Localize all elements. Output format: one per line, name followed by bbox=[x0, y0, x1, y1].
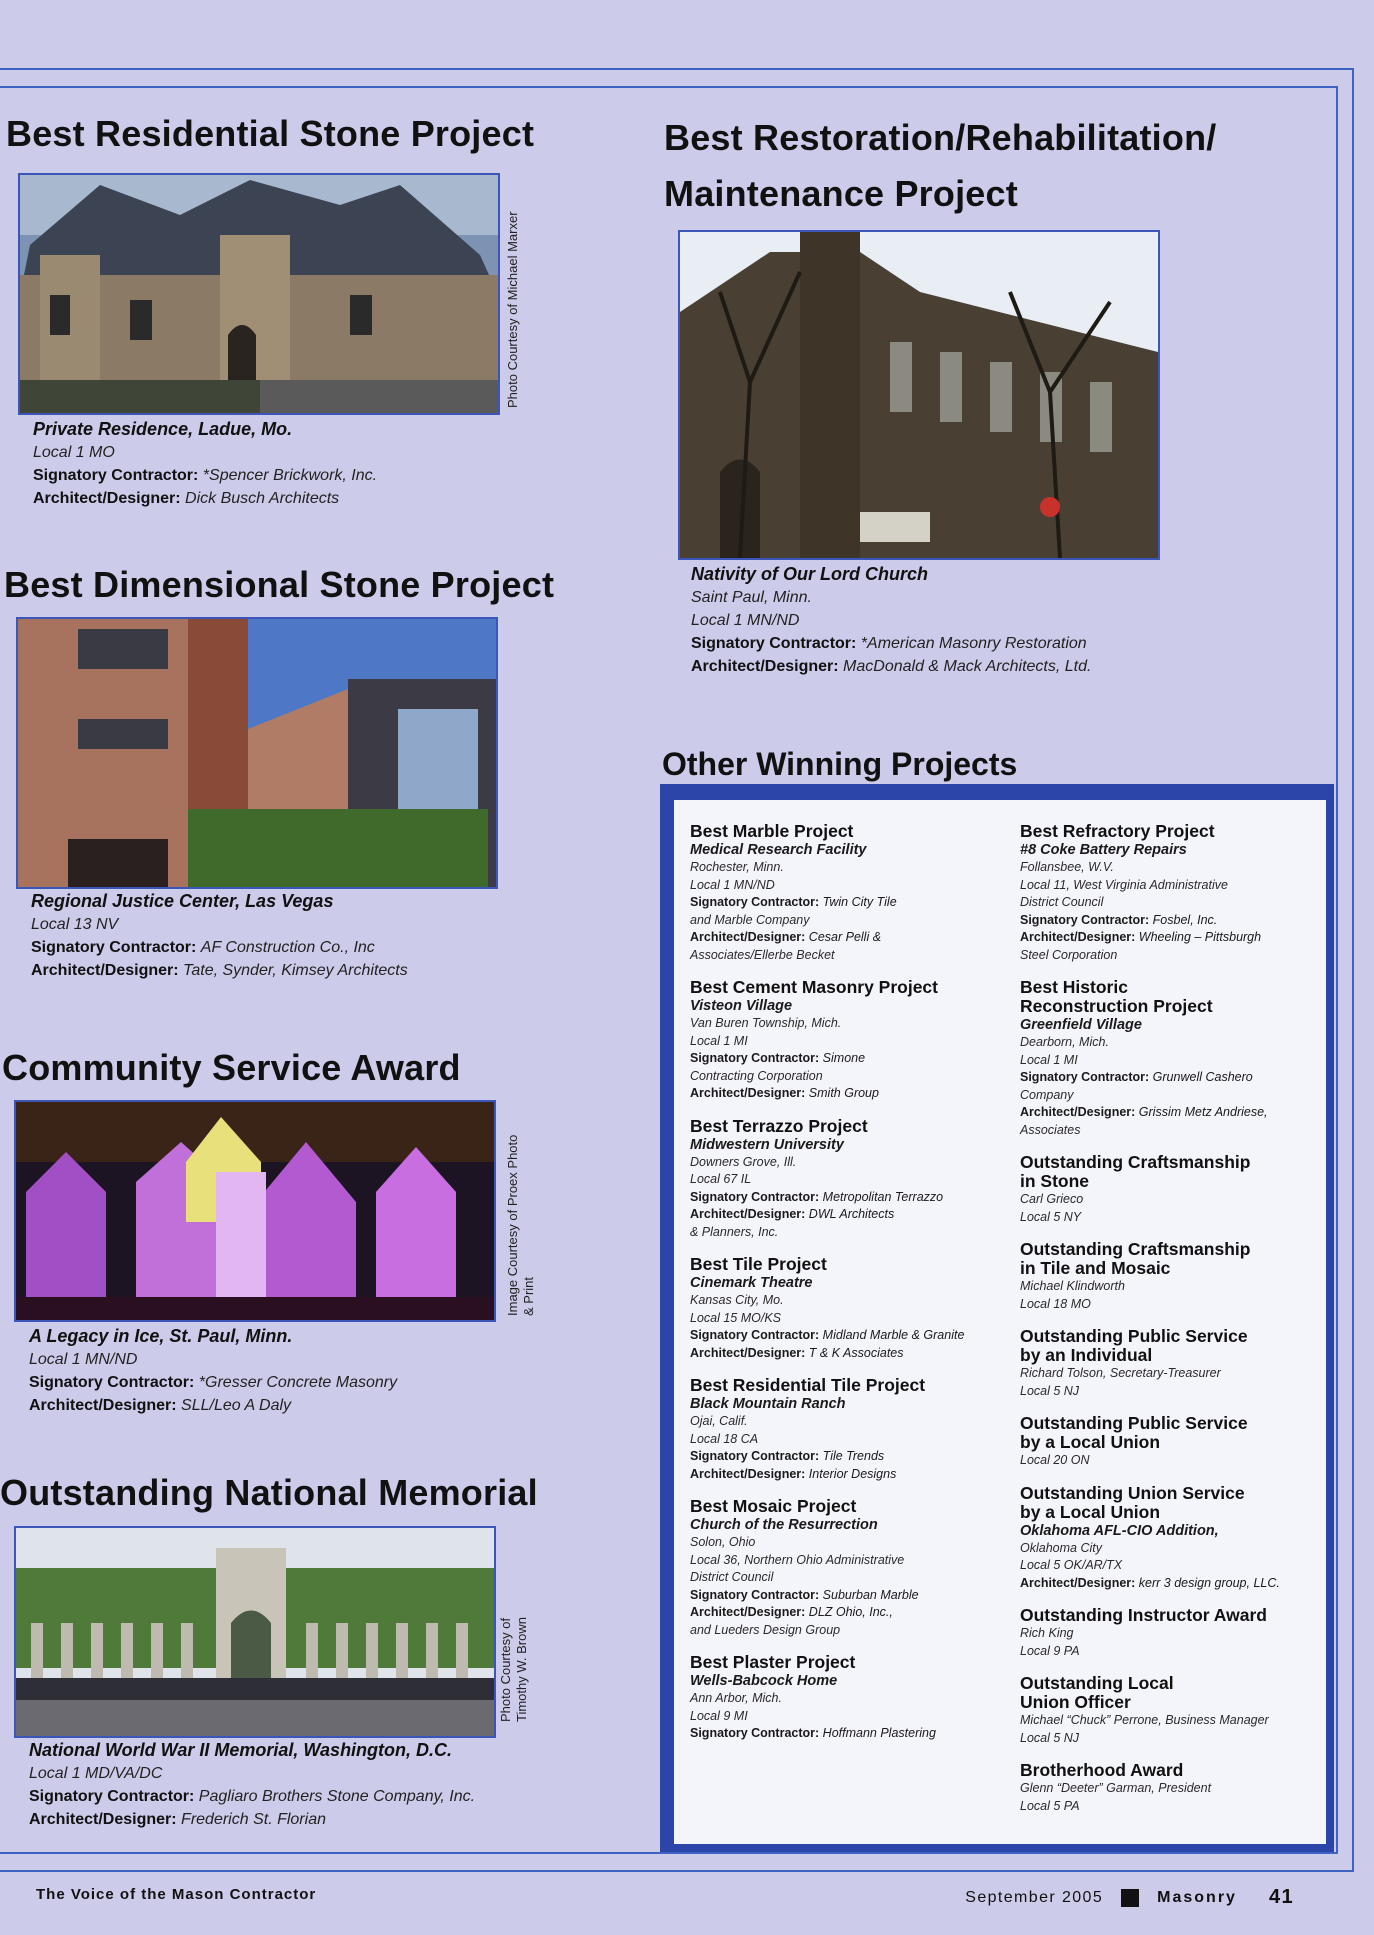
caption-local: Local 1 MO bbox=[33, 444, 115, 461]
architect-value: MacDonald & Mack Architects, Ltd. bbox=[843, 658, 1092, 675]
architect-label: Architect/Designer: bbox=[29, 1811, 177, 1828]
project-name: Midwestern University bbox=[690, 1136, 844, 1153]
contractor-value: Fosbel, Inc. bbox=[1152, 912, 1218, 927]
caption-local: Local 1 MN/ND bbox=[691, 612, 800, 629]
photo-private-residence bbox=[18, 173, 500, 415]
location-line: Local 1 MN/ND bbox=[690, 877, 775, 892]
award-title: Best Plaster Project bbox=[690, 1652, 856, 1672]
award-title-line-2: Reconstruction Project bbox=[1020, 996, 1213, 1016]
photo-credit-marxer: Photo Courtesy of Michael Marxer bbox=[505, 211, 520, 408]
credit-line-1: Image Courtesy of Proex Photo bbox=[505, 1134, 520, 1316]
location-line: Local 18 CA bbox=[690, 1431, 759, 1446]
other-winning-box bbox=[660, 784, 1334, 1852]
location-line: Local 9 PA bbox=[1020, 1643, 1080, 1658]
contractor-label: Signatory Contractor: bbox=[1020, 912, 1150, 927]
award-title-line-2: in Tile and Mosaic bbox=[1020, 1258, 1171, 1278]
architect-label: Architect/Designer: bbox=[691, 658, 839, 675]
location-line: Local 5 PA bbox=[1020, 1798, 1080, 1813]
contractor-value: AF Construction Co., Inc bbox=[200, 939, 375, 956]
award-title: Outstanding Craftsmanship bbox=[1020, 1152, 1251, 1172]
award-title: Best Refractory Project bbox=[1020, 821, 1215, 841]
contractor-line bbox=[690, 1327, 1008, 1345]
credit-line-2: & Print bbox=[521, 1276, 537, 1316]
contractor-value: Hoffmann Plastering bbox=[822, 1726, 936, 1740]
contractor-label: Signatory Contractor: bbox=[690, 1051, 820, 1065]
contractor-label: Signatory Contractor: bbox=[31, 939, 197, 956]
architect-line bbox=[1020, 929, 1332, 947]
contractor-value-line-2: Company bbox=[1020, 1087, 1074, 1102]
location-line: District Council bbox=[1020, 895, 1104, 909]
heading-residential-stone: Best Residential Stone Project bbox=[6, 113, 535, 154]
caption-title: A Legacy in Ice, St. Paul, Minn. bbox=[29, 1326, 293, 1346]
architect-label: Architect/Designer: bbox=[1020, 1575, 1136, 1590]
contractor-label: Signatory Contractor: bbox=[690, 1328, 820, 1342]
square-bullet-icon bbox=[1121, 1889, 1139, 1907]
project-name: Black Mountain Ranch bbox=[690, 1396, 846, 1412]
architect-line bbox=[690, 1206, 1008, 1224]
heading-dimensional-stone: Best Dimensional Stone Project bbox=[4, 564, 555, 605]
contractor-line bbox=[690, 1189, 1008, 1207]
architect-value-line-2: Associates/Ellerbe Becket bbox=[690, 947, 835, 962]
location-line: Downers Grove, Ill. bbox=[690, 1154, 797, 1169]
contractor-label: Signatory Contractor: bbox=[690, 1587, 820, 1602]
architect-label: Architect/Designer: bbox=[690, 1086, 806, 1100]
award-title: Outstanding Instructor Award bbox=[1020, 1605, 1267, 1625]
architect-line bbox=[690, 1085, 1008, 1103]
footer-date: September 2005 bbox=[965, 1888, 1104, 1906]
footer-magazine: Masonry bbox=[1157, 1888, 1237, 1906]
winner-entry bbox=[690, 1117, 1008, 1242]
architect-line bbox=[1020, 1104, 1332, 1122]
award-title: Outstanding Public Service bbox=[1020, 1413, 1248, 1433]
footer-tagline: The Voice of the Mason Contractor bbox=[36, 1886, 317, 1903]
architect-label: Architect/Designer: bbox=[690, 930, 806, 944]
winners-column-1 bbox=[690, 822, 1008, 1757]
project-name: Visteon Village bbox=[690, 998, 793, 1014]
award-title: Best Residential Tile Project bbox=[690, 1375, 926, 1395]
winner-entry bbox=[690, 1497, 1008, 1639]
architect-value: Tate, Synder, Kimsey Architects bbox=[183, 962, 408, 979]
award-title: Brotherhood Award bbox=[1020, 1760, 1184, 1780]
caption-wwii-memorial bbox=[29, 1739, 475, 1831]
location-line: Van Buren Township, Mich. bbox=[690, 1016, 842, 1030]
winner-entry bbox=[1020, 822, 1332, 964]
architect-value: Frederich St. Florian bbox=[181, 1811, 326, 1828]
award-title-line-2: by a Local Union bbox=[1020, 1501, 1161, 1522]
winner-entry bbox=[1020, 1414, 1332, 1470]
architect-label: Architect/Designer: bbox=[690, 1466, 806, 1481]
location-line: Local 9 MI bbox=[690, 1708, 748, 1723]
project-name: #8 Coke Battery Repairs bbox=[1020, 842, 1187, 858]
project-name: Church of the Resurrection bbox=[690, 1517, 878, 1533]
architect-label: Architect/Designer: bbox=[690, 1605, 806, 1619]
contractor-value: Pagliaro Brothers Stone Company, Inc. bbox=[198, 1788, 476, 1805]
architect-value: DWL Architects bbox=[808, 1207, 895, 1221]
architect-value: SLL/Leo A Daly bbox=[181, 1397, 292, 1414]
location-line: Local 5 NJ bbox=[1020, 1383, 1080, 1398]
architect-value: T & K Associates bbox=[808, 1345, 904, 1360]
caption-nativity-church bbox=[691, 563, 1091, 678]
caption-legacy-in-ice bbox=[29, 1325, 397, 1417]
award-title: Best Historic bbox=[1020, 977, 1128, 997]
project-name: Greenfield Village bbox=[1020, 1017, 1142, 1033]
architect-line bbox=[690, 1345, 1008, 1363]
location-line: Local 5 NJ bbox=[1020, 1730, 1080, 1745]
location-line: Ann Arbor, Mich. bbox=[690, 1691, 782, 1705]
contractor-label: Signatory Contractor: bbox=[691, 635, 857, 652]
contractor-value: Twin City Tile bbox=[822, 895, 897, 909]
photo-legacy-in-ice bbox=[14, 1100, 496, 1322]
location-line: Rich King bbox=[1020, 1626, 1074, 1640]
architect-value-line-2: Steel Corporation bbox=[1020, 947, 1118, 962]
location-line: Follansbee, W.V. bbox=[1020, 860, 1114, 874]
architect-line bbox=[1020, 1575, 1332, 1593]
contractor-label: Signatory Contractor: bbox=[690, 1726, 820, 1740]
contractor-value: Metropolitan Terrazzo bbox=[822, 1189, 944, 1204]
contractor-label: Signatory Contractor: bbox=[690, 1449, 820, 1463]
page-number: 41 bbox=[1268, 1886, 1294, 1908]
architect-value: Dick Busch Architects bbox=[185, 490, 340, 507]
award-title-line-2: by an Individual bbox=[1020, 1345, 1153, 1365]
other-winning-title: Other Winning Projects bbox=[662, 746, 1018, 782]
winner-entry bbox=[690, 978, 1008, 1103]
contractor-value: *Gresser Concrete Masonry bbox=[198, 1374, 398, 1391]
contractor-value: Grunwell Cashero bbox=[1152, 1070, 1253, 1084]
architect-label: Architect/Designer: bbox=[29, 1397, 177, 1414]
winners-column-2 bbox=[1020, 822, 1332, 1829]
location-line: Dearborn, Mich. bbox=[1020, 1035, 1109, 1049]
location-line: Carl Grieco bbox=[1020, 1192, 1084, 1206]
architect-value-line-2: and Lueders Design Group bbox=[690, 1622, 841, 1637]
location-line: Glenn “Deeter” Garman, President bbox=[1020, 1781, 1212, 1795]
award-title: Best Marble Project bbox=[690, 821, 854, 841]
award-title: Outstanding Public Service bbox=[1020, 1326, 1248, 1346]
heading-community-service: Community Service Award bbox=[2, 1047, 461, 1088]
heading-line-1: Best Restoration/Rehabilitation/ bbox=[664, 117, 1217, 158]
photo-regional-justice-center bbox=[16, 617, 498, 889]
architect-value: Interior Designs bbox=[808, 1466, 897, 1481]
architect-value: Grissim Metz Andriese, bbox=[1138, 1105, 1268, 1119]
contractor-line bbox=[690, 1587, 1008, 1605]
award-title: Outstanding Union Service bbox=[1020, 1482, 1245, 1503]
architect-value-line-2: Associates bbox=[1020, 1122, 1081, 1137]
architect-value: kerr 3 design group, LLC. bbox=[1138, 1575, 1280, 1590]
caption-local: Local 1 MN/ND bbox=[29, 1351, 138, 1368]
location-line: Kansas City, Mo. bbox=[690, 1293, 784, 1307]
contractor-line bbox=[690, 894, 1008, 912]
contractor-line bbox=[1020, 1069, 1332, 1087]
location-line: Local 5 NY bbox=[1020, 1209, 1082, 1224]
location-line: Rochester, Minn. bbox=[690, 860, 784, 874]
winner-entry bbox=[690, 1653, 1008, 1743]
location-line: Richard Tolson, Secretary-Treasurer bbox=[1020, 1366, 1221, 1380]
heading-restoration bbox=[664, 110, 1216, 222]
winner-entry bbox=[1020, 1674, 1332, 1747]
winner-entry bbox=[1020, 1153, 1332, 1226]
location-line: Michael Klindworth bbox=[1020, 1279, 1125, 1293]
architect-label: Architect/Designer: bbox=[690, 1345, 806, 1360]
footer-right bbox=[965, 1886, 1294, 1909]
location-line: Michael “Chuck” Perrone, Business Manager bbox=[1020, 1713, 1269, 1727]
architect-label: Architect/Designer: bbox=[690, 1207, 806, 1221]
contractor-value: Simone bbox=[822, 1051, 866, 1065]
architect-value: Cesar Pelli & bbox=[808, 930, 882, 944]
contractor-value: Suburban Marble bbox=[822, 1587, 919, 1602]
contractor-label: Signatory Contractor: bbox=[29, 1374, 195, 1391]
location-line: Local 67 IL bbox=[690, 1172, 752, 1186]
location-line: Ojai, Calif. bbox=[690, 1414, 748, 1428]
architect-line bbox=[690, 929, 1008, 947]
winner-entry bbox=[1020, 978, 1332, 1139]
location-line: Local 1 MI bbox=[1020, 1052, 1078, 1067]
caption-title: National World War II Memorial, Washington, D.C. bbox=[29, 1740, 453, 1760]
credit-line-1: Photo Courtesy of bbox=[498, 1617, 513, 1722]
location-line: Local 18 MO bbox=[1020, 1296, 1091, 1311]
award-title: Best Terrazzo Project bbox=[690, 1115, 868, 1136]
contractor-line bbox=[1020, 912, 1332, 930]
heading-line-2: Maintenance Project bbox=[664, 172, 1018, 214]
caption-private-residence bbox=[33, 418, 377, 510]
architect-value: DLZ Ohio, Inc., bbox=[808, 1605, 893, 1619]
contractor-label: Signatory Contractor: bbox=[1020, 1070, 1150, 1084]
contractor-value-line-2: Contracting Corporation bbox=[690, 1068, 823, 1083]
contractor-line bbox=[690, 1448, 1008, 1466]
photo-credit-brown bbox=[498, 1617, 531, 1722]
architect-value-line-2: & Planners, Inc. bbox=[690, 1224, 779, 1239]
heading-national-memorial: Outstanding National Memorial bbox=[0, 1472, 538, 1513]
winner-entry bbox=[1020, 1761, 1332, 1815]
award-title-line-2: by a Local Union bbox=[1020, 1432, 1161, 1452]
project-name: Wells-Babcock Home bbox=[690, 1673, 838, 1689]
other-winning-panel bbox=[674, 800, 1326, 1844]
location-line: Solon, Ohio bbox=[690, 1535, 756, 1549]
contractor-label: Signatory Contractor: bbox=[690, 895, 820, 909]
project-name: Cinemark Theatre bbox=[690, 1275, 813, 1291]
contractor-label: Signatory Contractor: bbox=[690, 1189, 820, 1204]
architect-label: Architect/Designer: bbox=[1020, 930, 1136, 944]
photo-wwii-memorial bbox=[14, 1526, 496, 1738]
winner-entry bbox=[1020, 1240, 1332, 1313]
contractor-label: Signatory Contractor: bbox=[29, 1788, 195, 1805]
caption-title: Private Residence, Ladue, Mo. bbox=[33, 419, 293, 439]
winner-entry bbox=[690, 822, 1008, 964]
award-title-line-2: in Stone bbox=[1020, 1171, 1090, 1191]
caption-regional-justice-center bbox=[31, 890, 408, 982]
location-line: District Council bbox=[690, 1570, 774, 1584]
location-line: Local 15 MO/KS bbox=[690, 1310, 782, 1325]
architect-label: Architect/Designer: bbox=[33, 490, 181, 507]
winner-entry bbox=[1020, 1327, 1332, 1400]
architect-value: Smith Group bbox=[808, 1086, 879, 1100]
location-line: Local 1 MI bbox=[690, 1033, 748, 1048]
award-title-line-2: Union Officer bbox=[1020, 1692, 1131, 1712]
project-name: Medical Research Facility bbox=[690, 842, 867, 858]
contractor-value-line-2: and Marble Company bbox=[690, 912, 810, 927]
location-line: Local 5 OK/AR/TX bbox=[1020, 1558, 1123, 1572]
award-title: Best Cement Masonry Project bbox=[690, 977, 938, 997]
award-title: Outstanding Local bbox=[1020, 1673, 1174, 1693]
photo-credit-proex bbox=[505, 1135, 538, 1316]
caption-title: Nativity of Our Lord Church bbox=[691, 564, 929, 584]
contractor-value: *American Masonry Restoration bbox=[860, 635, 1087, 652]
credit-line-2: Timothy W. Brown bbox=[514, 1617, 530, 1722]
contractor-value: *Spencer Brickwork, Inc. bbox=[202, 467, 378, 484]
location-line: Local 11, West Virginia Administrative bbox=[1020, 877, 1228, 892]
winner-entry bbox=[1020, 1484, 1332, 1593]
caption-city: Saint Paul, Minn. bbox=[691, 589, 812, 606]
project-name: Oklahoma AFL-CIO Addition, bbox=[1020, 1522, 1219, 1539]
architect-label: Architect/Designer: bbox=[1020, 1105, 1136, 1119]
contractor-line bbox=[690, 1725, 1008, 1743]
contractor-value: Tile Trends bbox=[822, 1449, 885, 1463]
location-line: Local 20 ON bbox=[1020, 1453, 1090, 1467]
contractor-line bbox=[690, 1050, 1008, 1068]
award-title: Outstanding Craftsmanship bbox=[1020, 1239, 1251, 1259]
location-line: Oklahoma City bbox=[1020, 1540, 1102, 1555]
caption-local: Local 1 MD/VA/DC bbox=[29, 1765, 163, 1782]
location-line: Local 36, Northern Ohio Administrative bbox=[690, 1552, 905, 1567]
photo-nativity-church bbox=[678, 230, 1160, 560]
contractor-value: Midland Marble & Granite bbox=[822, 1328, 965, 1342]
architect-line bbox=[690, 1604, 1008, 1622]
architect-value: Wheeling – Pittsburgh bbox=[1138, 930, 1262, 944]
award-title: Best Tile Project bbox=[690, 1254, 827, 1274]
caption-local: Local 13 NV bbox=[31, 916, 119, 933]
award-title: Best Mosaic Project bbox=[690, 1496, 857, 1516]
contractor-label: Signatory Contractor: bbox=[33, 467, 199, 484]
caption-title: Regional Justice Center, Las Vegas bbox=[31, 891, 334, 911]
architect-label: Architect/Designer: bbox=[31, 962, 179, 979]
architect-line bbox=[690, 1466, 1008, 1484]
winner-entry bbox=[690, 1376, 1008, 1483]
winner-entry bbox=[690, 1255, 1008, 1362]
winner-entry bbox=[1020, 1606, 1332, 1660]
